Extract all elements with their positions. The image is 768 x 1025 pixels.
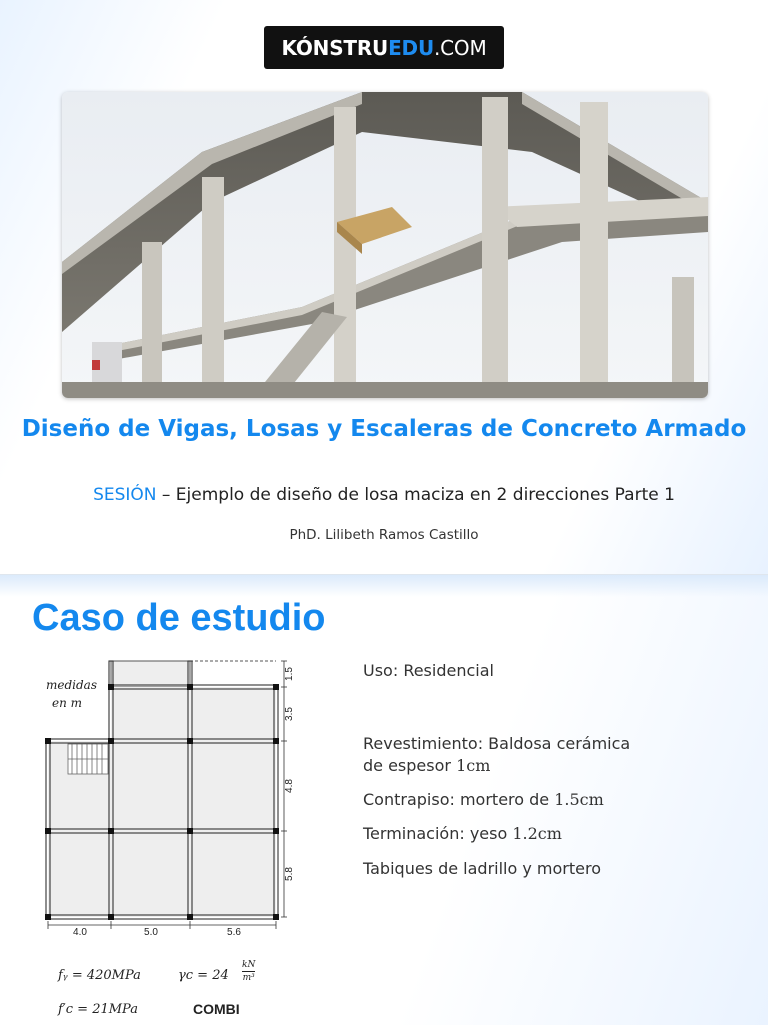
case-study-slide [0, 574, 768, 1025]
dim-y-1: 1.5 [284, 667, 295, 681]
dim-x-1: 4.0 [73, 927, 87, 937]
spec-revestimiento-line1: Revestimiento: Baldosa cerámica [363, 734, 631, 753]
spec-contrapiso-value: 1.5cm [554, 790, 604, 809]
slide-top-band [0, 575, 768, 597]
logo-text-edu: EDU [388, 35, 434, 60]
building-photo [62, 92, 708, 398]
spec-contrapiso [363, 789, 604, 811]
dim-x-3: 5.6 [227, 927, 241, 937]
course-title: Diseño de Vigas, Losas y Escaleras de Concreto Armado [21, 416, 747, 442]
dim-y-4: 5.8 [284, 867, 295, 881]
gamma-unit-denominator: m³ [242, 973, 255, 983]
session-description: – Ejemplo de diseño de losa maciza en 2 direcciones Parte 1 [156, 485, 675, 505]
formula-fc: f′c = 21MPa [58, 1002, 138, 1017]
spec-terminacion [363, 823, 562, 845]
dim-x-2: 5.0 [144, 927, 158, 937]
plan-note-line1: medidas [46, 678, 97, 692]
combi-label: COMBI [193, 1001, 240, 1017]
spec-terminacion-value: 1.2cm [512, 824, 562, 843]
spec-terminacion-label: Terminación: yeso [363, 824, 513, 843]
logo-text-com: .COM [434, 35, 487, 60]
dim-y-3: 4.8 [284, 779, 295, 793]
spec-revestimiento [363, 733, 630, 777]
spec-tabiques: Tabiques de ladrillo y mortero [363, 859, 602, 878]
spec-revestimiento-line2: de espesor [363, 756, 457, 775]
spec-uso: Uso: Residencial [363, 661, 494, 680]
session-label: SESIÓN [93, 485, 157, 505]
gamma-unit-numerator: kN [242, 960, 256, 970]
spec-revestimiento-value: 1cm [456, 756, 491, 775]
plan-note-line2: en m [52, 696, 83, 710]
slide-title: Caso de estudio [32, 597, 326, 639]
session-line [0, 485, 768, 505]
formula-gamma-unit [242, 960, 255, 984]
logo-text-konstru: KÓNSTRU [281, 35, 389, 60]
author-name: PhD. Lilibeth Ramos Castillo [289, 527, 479, 543]
formula-fy: fᵧ = 420MPa [58, 968, 141, 983]
formula-gamma: γc = 24 [178, 968, 229, 983]
konstruedu-logo[interactable] [264, 26, 504, 69]
floor-plan-drawing [30, 655, 302, 937]
dim-y-2: 3.5 [284, 707, 295, 721]
spec-contrapiso-label: Contrapiso: mortero de [363, 790, 555, 809]
